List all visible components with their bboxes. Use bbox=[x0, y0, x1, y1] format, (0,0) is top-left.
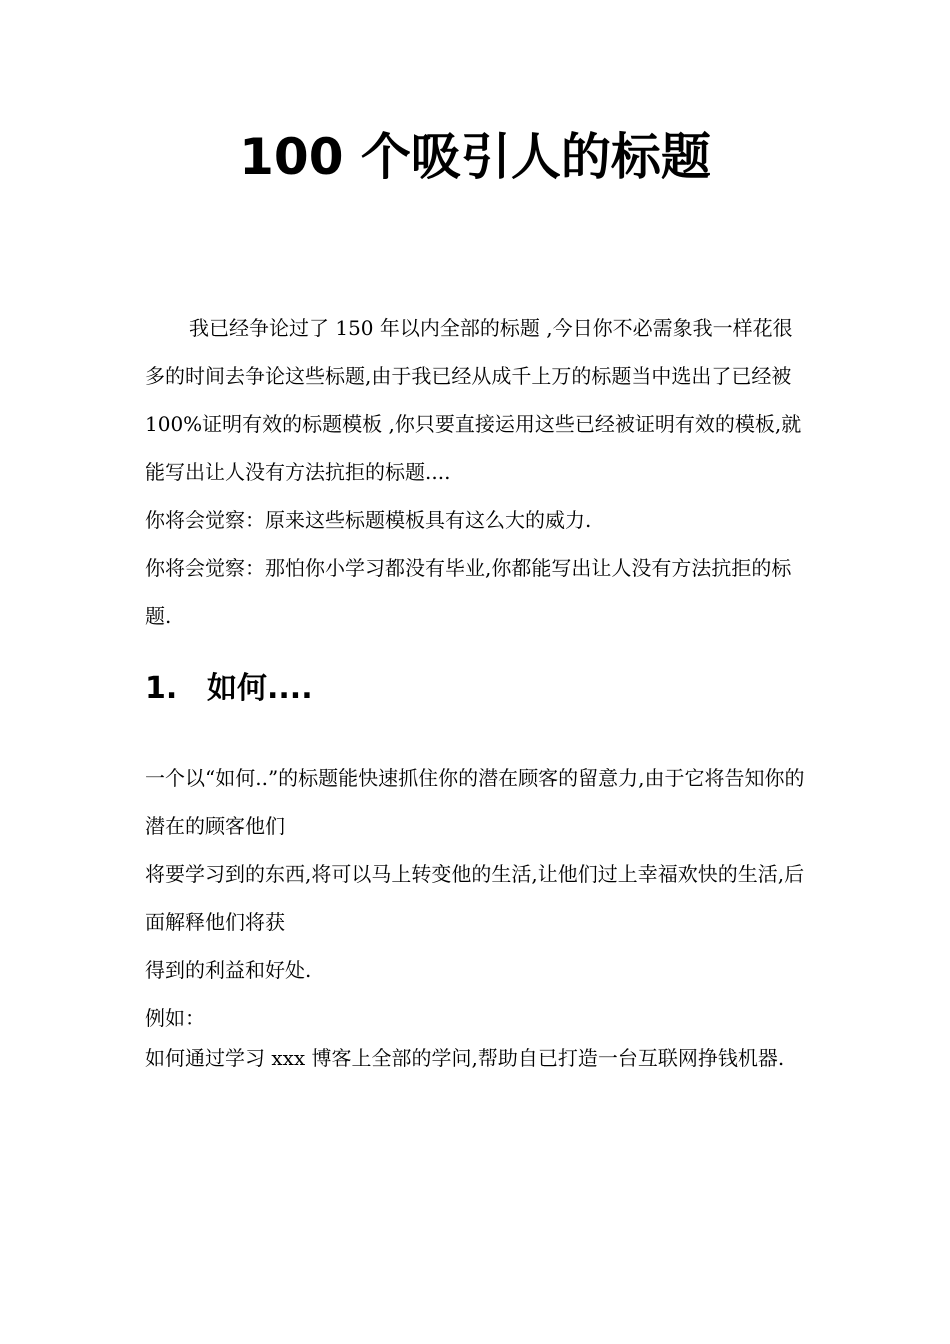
section-number: 1. bbox=[145, 671, 178, 706]
section-paragraph-3: 得到的利益和好处. bbox=[145, 958, 312, 982]
document-title: 100 个吸引人的标题 bbox=[239, 128, 711, 186]
section-heading bbox=[145, 664, 313, 714]
section-heading-text: 如何.... bbox=[207, 671, 313, 706]
example-text: 如何通过学习 xxx 博客上全部的学问,帮助自已打造一台互联网挣钱机器. bbox=[145, 1046, 785, 1070]
section-paragraph-1: 一个以“如何..”的标题能快速抓住你的潜在顾客的留意力,由于它将告知你的潜在的顾客他们 bbox=[145, 766, 805, 838]
example-label: 例如： bbox=[145, 1006, 205, 1030]
intro-paragraph: 我已经争论过了 150 年以内全部的标题 ,今日你不必需象我一样花很多的时间去争论这些标题,由于我已经从成千上万的标题当中选出了已经被 100%证明有效的标题模板 ,你只要直接运用这些已经被证明有效的模板,就能写出让人没有方法抗拒的标题.... bbox=[145, 316, 802, 484]
discover-line-1: 你将会觉察：原来这些标题模板具有这么大的威力. bbox=[145, 508, 592, 532]
section-paragraph-2: 将要学习到的东西,将可以马上转变他的生活,让他们过上幸福欢快的生活,后面解释他们将获 bbox=[145, 862, 805, 934]
discover-line-2: 你将会觉察：那怕你小学习都没有毕业,你都能写出让人没有方法抗拒的标题. bbox=[145, 556, 792, 628]
